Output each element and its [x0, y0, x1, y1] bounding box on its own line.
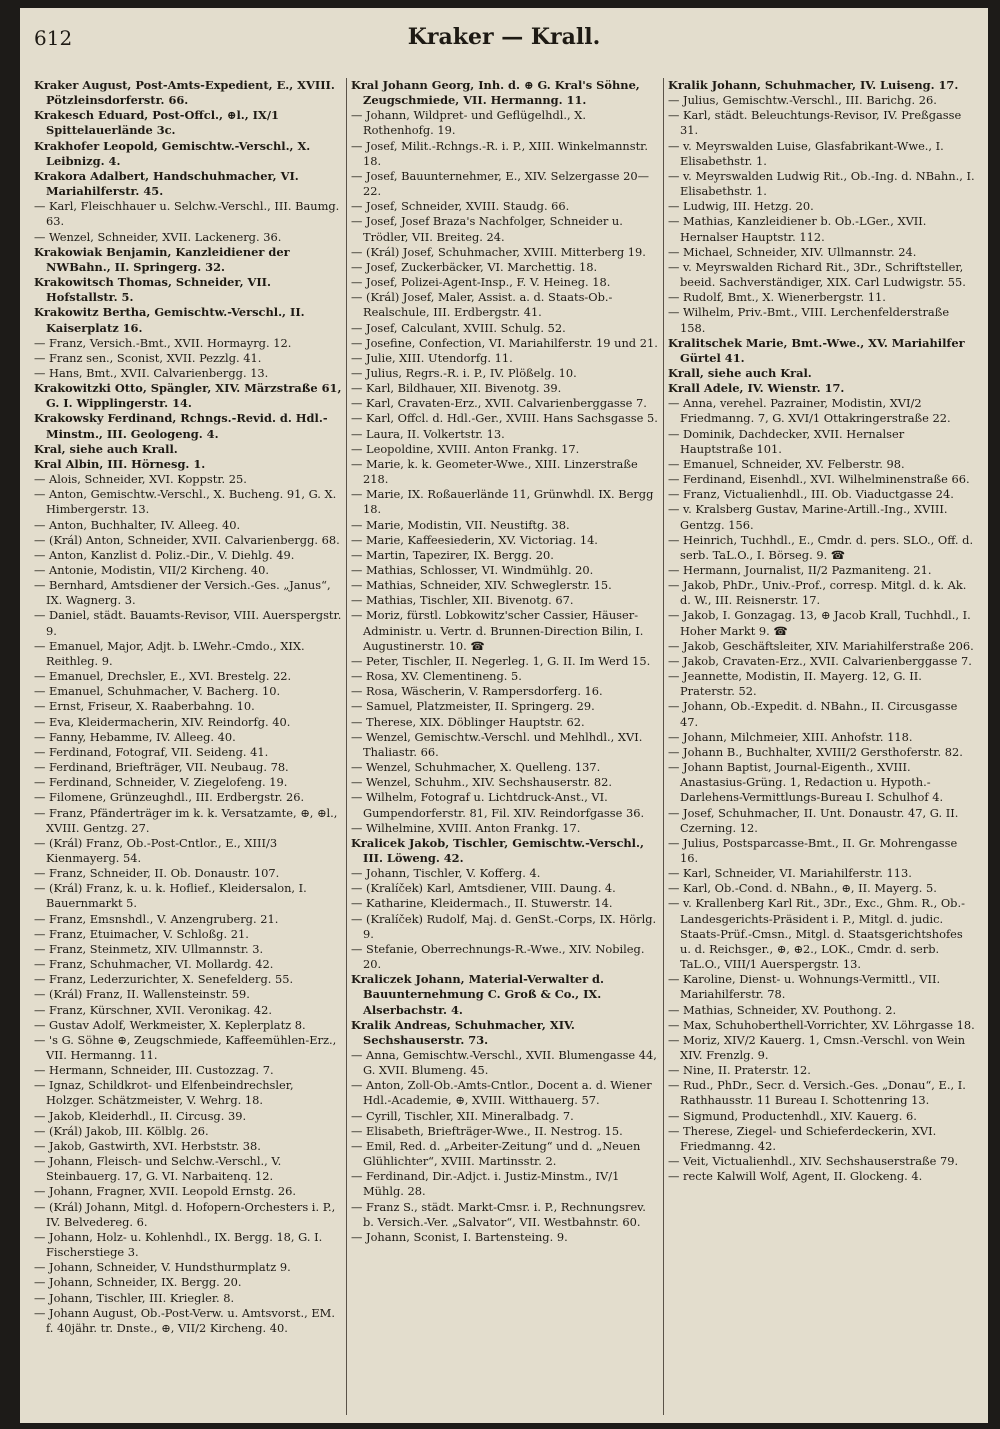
directory-entry: — Emil, Red. d. „Arbeiter-Zeitung“ und d. „Neuen Glühlichter“, XVIII. Martinsstr. 2. [351, 1138, 641, 1169]
directory-entry: — Ludwig, III. Hetzg. 20. [668, 199, 814, 214]
directory-entry: — Julius, Gemischtw.-Verschl., III. Barichg. 26. [668, 93, 937, 108]
directory-entry: — Franz, Kürschner, XVII. Veronikag. 42. [34, 1002, 272, 1017]
directory-entry: — Ignaz, Schildkrot- und Elfenbeindrechsler, Holzger. Schätzmeister, V. Wehrg. 18. [34, 1078, 294, 1108]
directory-entry: — Mathias, Schneider, XIV. Schweglerstr. 15. [351, 578, 612, 593]
directory-entry: — Johann, Ob.-Expedit. d. NBahn., II. Circusgasse 47. [668, 699, 958, 729]
directory-entry: — Johann, Fleisch- und Selchw.-Verschl., V. Steinbauerg. 17, G. VI. Narbaitenq. 12. [34, 1154, 282, 1184]
directory-entry: — Anna, verehel. Pazrainer, Modistin, XVI/2 Friedmanng. 7, G. XVI/1 Ottakringerstraße 22. [668, 396, 951, 426]
directory-entry: — Julie, XIII. Utendorfg. 11. [351, 350, 513, 365]
directory-entry: — Karl, Ob.-Cond. d. NBahn., ⊕, II. Mayerg. 5. [668, 881, 937, 896]
directory-entry: — Rosa, XV. Clementineng. 5. [351, 669, 522, 684]
directory-entry: — Wenzel, Gemischtw.-Verschl. und Mehlhdl., XVI. Thaliastr. 66. [351, 729, 643, 759]
directory-entry: — Mathias, Schlosser, VI. Windmühlg. 20. [351, 563, 594, 577]
page-title: Kraker — Krall. [407, 24, 601, 50]
directory-entry: — Mathias, Kanzleidiener b. Ob.-LGer., XVII. Hernalser Hauptstr. 112. [668, 214, 927, 244]
directory-entry: — Josef, Zuckerbäcker, VI. Marchettig. 18. [351, 259, 598, 274]
directory-entry: Krall Adele, IV. Wienstr. 17. [668, 381, 845, 396]
directory-entry: — Leopoldine, XVIII. Anton Frankg. 17. [351, 441, 580, 456]
directory-entry: — Wilhelm, Fotograf u. Lichtdruck-Anst., VI. Gumpendorferstr. 81, Fil. XIV. Reindorfgasse 36. [351, 790, 645, 820]
directory-entry: — Josefine, Confection, VI. Mariahilferstr. 19 und 21. [351, 335, 658, 350]
directory-entry: — Ferdinand, Briefträger, VII. Neubaug. 78. [34, 760, 289, 775]
entry-columns [30, 78, 980, 1415]
directory-entry: — Cyrill, Tischler, XII. Mineralbadg. 7. [351, 1108, 574, 1123]
directory-entry: — Anton, Gemischtw.-Verschl., X. Bucheng. 91, G. X. Himbergerstr. 13. [34, 487, 337, 517]
directory-entry: — Karl, Fleischhauer u. Selchw.-Verschl., III. Baumg. 63. [34, 199, 340, 229]
directory-entry: — v. Meyrswalden Richard Rit., 3Dr., Schriftsteller, beeid. Sachverständiger, XIX. Carl Ludwigstr. 55. [668, 259, 966, 290]
directory-entry: — Franz S., städt. Markt-Cmsr. i. P., Rechnungsrev. b. Versich.-Ver. „Salvator“, VII. Westbahnstr. 60. [351, 1199, 646, 1229]
directory-entry: — v. Kralsberg Gustav, Marine-Artill.-Ing., XVIII. Gentzg. 156. [668, 502, 948, 532]
directory-entry: — Heinrich, Tuchhdl., E., Cmdr. d. pers. SLO., Off. d. serb. TaL.O., I. Börseg. 9. ☎ [668, 532, 974, 562]
directory-entry: Kralik Johann, Schuhmacher, IV. Luiseng. 17. [668, 78, 959, 92]
directory-entry: — Marie, Kaffeesiederin, XV. Victoriag. 14. [351, 532, 598, 547]
directory-entry: — Josef, Schuhmacher, II. Unt. Donaustr. 47, G. II. Czerning. 12. [668, 805, 959, 835]
directory-entry: — Franz, Etuimacher, V. Schloßg. 21. [34, 926, 249, 941]
directory-entry: — Emanuel, Schuhmacher, V. Bacherg. 10. [34, 684, 281, 699]
directory-entry: — Ernst, Friseur, X. Raaberbahng. 10. [34, 699, 255, 714]
directory-entry: Kralik Andreas, Schuhmacher, XIV. Sechshauserstr. 73. [351, 1017, 575, 1047]
directory-entry: — Johann, Wildpret- und Geflügelhdl., X. Rothenhofg. 19. [351, 108, 586, 138]
directory-entry: — 's G. Söhne ⊕, Zeugschmiede, Kaffeemühlen-Erz., VII. Hermanng. 11. [34, 1032, 337, 1062]
directory-entry: — (Král) Franz, II. Wallensteinstr. 59. [34, 987, 250, 1002]
directory-entry: — Karl, Schneider, VI. Mariahilferstr. 113. [668, 866, 912, 881]
directory-entry: Kraker August, Post-Amts-Expedient, E., XVIII. Pötzleinsdorferstr. 66. [34, 78, 335, 108]
directory-entry: — Jakob, I. Gonzagag. 13, ⊕ Jacob Krall, Tuchhdl., I. Hoher Markt 9. ☎ [668, 608, 971, 638]
directory-entry: — Jakob, Gastwirth, XVI. Herbststr. 38. [34, 1138, 261, 1153]
directory-entry: — Mathias, Schneider, XV. Pouthong. 2. [668, 1002, 897, 1017]
directory-entry: — (Král) Franz, k. u. k. Hoflief., Kleidersalon, I. Bauernmarkt 5. [34, 881, 307, 911]
directory-entry: — Daniel, städt. Bauamts-Revisor, VIII. Auerspergstr. 9. [34, 608, 342, 638]
directory-entry: — Therese, Ziegel- und Schieferdeckerin, XVI. Friedmanng. 42. [668, 1123, 937, 1153]
directory-entry: — Karoline, Dienst- u. Wohnungs-Vermittl., VII. Mariahilferstr. 78. [668, 972, 941, 1002]
directory-entry: Krall, siehe auch Kral. [668, 365, 812, 380]
directory-entry: — Johann, Holz- u. Kohlenhdl., IX. Bergg. 18, G. I. Fischerstiege 3. [34, 1229, 323, 1260]
directory-entry: — Therese, XIX. Döblinger Hauptstr. 62. [351, 714, 585, 729]
directory-entry: — Mathias, Tischler, XII. Bivenotg. 67. [351, 593, 574, 608]
directory-entry: — Ferdinand, Schneider, V. Ziegelofeng. 19. [34, 775, 288, 790]
directory-entry: — Marie, Modistin, VII. Neustiftg. 38. [351, 517, 570, 532]
directory-entry: — Johann, Tischler, V. Kofferg. 4. [351, 866, 541, 881]
directory-entry: — Julius, Postsparcasse-Bmt., II. Gr. Mohrengasse 16. [668, 835, 958, 865]
directory-entry: — Franz, Schuhmacher, VI. Mollardg. 42. [34, 957, 274, 972]
directory-entry: — (Kralíček) Karl, Amtsdiener, VIII. Daung. 4. [351, 881, 616, 896]
directory-entry: Krakesch Eduard, Post-Offcl., ⊕l., IX/1 Spittelauerlände 3c. [34, 108, 279, 138]
directory-entry: — Johann, Tischler, III. Kriegler. 8. [34, 1290, 235, 1305]
directory-entry: Krakowiak Benjamin, Kanzleidiener der NWBahn., II. Springerg. 32. [34, 244, 290, 274]
column-left [30, 78, 346, 1415]
page-number: 612 [34, 26, 73, 50]
directory-entry: — Jakob, PhDr., Univ.-Prof., corresp. Mitgl. d. k. Ak. d. W., III. Reisnerstr. 17. [668, 578, 967, 608]
directory-entry: Krakora Adalbert, Handschuhmacher, VI. Mariahilferstr. 45. [34, 168, 299, 199]
directory-entry: Krakowitz Bertha, Gemischtw.-Verschl., II. Kaiserplatz 16. [34, 305, 305, 335]
directory-entry: — Wenzel, Schuhm., XIV. Sechshauserstr. 82. [351, 775, 613, 790]
directory-entry: — Johann, Milchmeier, XIII. Anhofstr. 118. [668, 729, 913, 744]
directory-entry: — Franz sen., Sconist, XVII. Pezzlg. 41. [34, 350, 262, 365]
directory-entry: — Dominik, Dachdecker, XVII. Hernalser Hauptstraße 101. [668, 426, 905, 456]
directory-entry: — Marie, k. k. Geometer-Wwe., XIII. Linzerstraße 218. [351, 456, 638, 487]
directory-entry: — Karl, Offcl. d. Hdl.-Ger., XVIII. Hans Sachsgasse 5. [351, 411, 658, 426]
directory-entry: — Max, Schuhoberthell-Vorrichter, XV. Löhrgasse 18. [668, 1017, 975, 1032]
directory-entry: — Franz, Victualienhdl., III. Ob. Viaductgasse 24. [668, 487, 954, 502]
directory-entry: Krakowitzki Otto, Spängler, XIV. Märzstraße 61, G. I. Wipplingerstr. 14. [34, 381, 342, 411]
directory-entry: — Wenzel, Schneider, XVII. Lackenerg. 36. [34, 229, 282, 244]
directory-entry: — Karl, Bildhauer, XII. Bivenotg. 39. [351, 381, 562, 396]
directory-entry: — Wenzel, Schuhmacher, X. Quelleng. 137. [351, 760, 601, 775]
directory-entry: — Josef, Calculant, XVIII. Schulg. 52. [351, 320, 566, 335]
directory-entry: — Michael, Schneider, XIV. Ullmannstr. 24. [668, 244, 917, 259]
directory-entry: — (Král) Johann, Mitgl. d. Hofopern-Orchesters i. P., IV. Belvedereg. 6. [34, 1199, 336, 1229]
directory-entry: — Nine, II. Praterstr. 12. [668, 1063, 811, 1078]
directory-entry: — Anton, Zoll-Ob.-Amts-Cntlor., Docent a. d. Wiener Hdl.-Academie, ⊕, XVIII. Witthauerg. 57. [351, 1078, 652, 1108]
directory-entry: — Gustav Adolf, Werkmeister, X. Keplerplatz 8. [34, 1017, 306, 1032]
directory-entry: Kral Johann Georg, Inh. d. ⊕ G. Kral's Söhne, Zeugschmiede, VII. Hermanng. 11. [351, 78, 640, 108]
directory-entry: — Eva, Kleidermacherin, XIV. Reindorfg. 40. [34, 714, 291, 729]
directory-entry: — recte Kalwill Wolf, Agent, II. Glockeng. 4. [668, 1169, 923, 1184]
column-middle [346, 78, 663, 1415]
directory-entry: Kral, siehe auch Krall. [34, 441, 178, 456]
directory-entry: Kral Albin, III. Hörnesg. 1. [34, 456, 206, 471]
directory-entry: — Rud., PhDr., Secr. d. Versich.-Ges. „Donau“, E., I. Rathhausstr. 11 Bureau I. Schottenring 13. [668, 1078, 966, 1108]
directory-entry: — Jakob, Cravaten-Erz., XVII. Calvarienberggasse 7. [668, 653, 972, 668]
directory-entry: — Josef, Schneider, XVIII. Staudg. 66. [351, 199, 570, 214]
directory-entry: Krakowitsch Thomas, Schneider, VII. Hofstallstr. 5. [34, 275, 271, 305]
directory-entry: — Ferdinand, Eisenhdl., XVI. Wilhelminenstraße 66. [668, 472, 970, 487]
directory-entry: — Elisabeth, Briefträger-Wwe., II. Nestrog. 15. [351, 1123, 623, 1138]
directory-entry: — Alois, Schneider, XVI. Koppstr. 25. [34, 472, 247, 487]
directory-entry: — Emanuel, Major, Adjt. b. LWehr.-Cmdo., XIX. Reithleg. 9. [34, 638, 305, 668]
directory-entry: — Jeannette, Modistin, II. Mayerg. 12, G. II. Praterstr. 52. [668, 669, 922, 699]
directory-entry: — Josef, Josef Braza's Nachfolger, Schneider u. Trödler, VII. Breiteg. 24. [351, 214, 623, 244]
directory-entry: — Johann, Fragner, XVII. Leopold Ernstg. 26. [34, 1184, 297, 1199]
directory-entry: — (Král) Jakob, III. Kölblg. 26. [34, 1123, 209, 1138]
directory-entry: — Wilhelmine, XVIII. Anton Frankg. 17. [351, 820, 581, 835]
directory-entry: Krakowsky Ferdinand, Rchngs.-Revid. d. Hdl.-Minstm., III. Geologeng. 4. [34, 411, 328, 441]
directory-entry: — (Král) Josef, Maler, Assist. a. d. Staats-Ob.-Realschule, III. Erdbergstr. 41. [351, 290, 613, 320]
directory-entry: — Anton, Kanzlist d. Poliz.-Dir., V. Diehlg. 49. [34, 547, 295, 562]
directory-entry: — v. Meyrswalden Luise, Glasfabrikant-Wwe., I. Elisabethstr. 1. [668, 138, 944, 168]
directory-entry: — Martin, Tapezirer, IX. Bergg. 20. [351, 547, 554, 562]
directory-entry: Krakhofer Leopold, Gemischtw.-Verschl., X. Leibnizg. 4. [34, 138, 311, 168]
page-header [34, 20, 974, 54]
column-right [663, 78, 980, 1415]
directory-entry: — Karl, Cravaten-Erz., XVII. Calvarienberggasse 7. [351, 396, 647, 411]
directory-entry: — Hermann, Schneider, III. Custozzag. 7. [34, 1063, 274, 1078]
directory-entry: — Johann August, Ob.-Post-Verw. u. Amtsvorst., EM. f. 40jähr. tr. Dnste., ⊕, VII/2 Kircheng. 40. [34, 1305, 335, 1335]
directory-entry: — Jakob, Geschäftsleiter, XIV. Mariahilferstraße 206. [668, 638, 974, 653]
directory-entry: — Katharine, Kleidermach., II. Stuwerstr. 14. [351, 896, 613, 911]
directory-entry: — Hermann, Journalist, II/2 Pazmaniteng. 21. [668, 563, 932, 577]
directory-entry: — Rosa, Wäscherin, V. Rampersdorferg. 16. [351, 684, 603, 699]
directory-entry: — Johann B., Buchhalter, XVIII/2 Gersthoferstr. 82. [668, 744, 963, 759]
directory-entry: Kralitschek Marie, Bmt.-Wwe., XV. Mariahilfer Gürtel 41. [668, 335, 965, 365]
directory-entry: — Emanuel, Drechsler, E., XVI. Brestelg. 22. [34, 669, 292, 684]
directory-entry: — Franz, Emsnshdl., V. Anzengruberg. 21. [34, 911, 279, 926]
directory-entry: — Anna, Gemischtw.-Verschl., XVII. Blumengasse 44, G. XVII. Blumeng. 45. [351, 1048, 657, 1078]
directory-entry: — Franz, Versich.-Bmt., XVII. Hormayrg. 12. [34, 335, 292, 350]
directory-entry: — Antonie, Modistin, VII/2 Kircheng. 40. [34, 563, 270, 577]
directory-entry: — Franz, Lederzurichter, X. Senefelderg. 55. [34, 972, 294, 987]
directory-entry: — (Kralíček) Rudolf, Maj. d. GenSt.-Corps, IX. Hörlg. 9. [351, 911, 657, 941]
directory-entry: — Johann Baptist, Journal-Eigenth., XVIII. Anastasius-Grüng. 1, Redaction u. Hypoth.-Darlehens-Vermittlungs-Bureau I. Schulhof 4. [668, 760, 944, 805]
directory-entry: — Veit, Victualienhdl., XIV. Sechshauserstraße 79. [668, 1154, 959, 1169]
directory-entry: — Moriz, XIV/2 Kauerg. 1, Cmsn.-Verschl. von Wein XIV. Frenzlg. 9. [668, 1032, 966, 1062]
directory-entry: — Johann, Schneider, V. Hundsthurmplatz 9. [34, 1260, 291, 1275]
directory-entry: — Fanny, Hebamme, IV. Alleeg. 40. [34, 729, 236, 744]
directory-entry: — Marie, IX. Roßauerlände 11, Grünwhdl. IX. Bergg 18. [351, 487, 654, 517]
directory-entry: — v. Meyrswalden Ludwig Rit., Ob.-Ing. d. NBahn., I. Elisabethstr. 1. [668, 168, 975, 199]
directory-entry: — (Král) Josef, Schuhmacher, XVIII. Mitterberg 19. [351, 244, 646, 259]
directory-entry: — Anton, Buchhalter, IV. Alleeg. 40. [34, 517, 241, 532]
directory-entry: — Franz, Pfänderträger im k. k. Versatzamte, ⊕, ⊕l., XVIII. Gentzg. 27. [34, 805, 338, 835]
directory-entry: — Jakob, Kleiderhdl., II. Circusg. 39. [34, 1108, 247, 1123]
directory-entry: — Rudolf, Bmt., X. Wienerbergstr. 11. [668, 290, 886, 305]
directory-entry: — Laura, II. Volkertstr. 13. [351, 426, 505, 441]
directory-entry: — Stefanie, Oberrechnungs-R.-Wwe., XIV. Nobileg. 20. [351, 941, 645, 972]
directory-entry: Kraliczek Johann, Material-Verwalter d. Bauunternehmung C. Groß & Co., IX. Alserbachstr. 4. [351, 972, 604, 1017]
directory-entry: — (Král) Anton, Schneider, XVII. Calvarienbergg. 68. [34, 532, 340, 547]
directory-entry: — Franz, Schneider, II. Ob. Donaustr. 107. [34, 866, 280, 881]
directory-entry: — Bernhard, Amtsdiener der Versich.-Ges. „Janus“, IX. Wagnerg. 3. [34, 578, 331, 608]
directory-entry: — Samuel, Platzmeister, II. Springerg. 29. [351, 699, 595, 714]
directory-entry: — Emanuel, Schneider, XV. Felberstr. 98. [668, 456, 905, 471]
directory-entry: — Ferdinand, Dir.-Adjct. i. Justiz-Minstm., IV/1 Mühlg. 28. [351, 1169, 620, 1199]
directory-entry: — Hans, Bmt., XVII. Calvarienbergg. 13. [34, 365, 269, 380]
directory-entry: — Johann, Schneider, IX. Bergg. 20. [34, 1275, 242, 1290]
directory-page [20, 8, 988, 1423]
directory-entry: — Filomene, Grünzeughdl., III. Erdbergstr. 26. [34, 790, 305, 805]
directory-entry: — Julius, Regrs.-R. i. P., IV. Plößelg. 10. [351, 365, 577, 380]
directory-entry: — Karl, städt. Beleuchtungs-Revisor, IV. Preßgasse 31. [668, 108, 962, 138]
directory-entry: — Moriz, fürstl. Lobkowitz'scher Cassier, Häuser-Administr. u. Vertr. d. Brunnen-Direction Bilin, I. Augustinerstr. 10. ☎ [351, 608, 644, 653]
directory-entry: — Franz, Steinmetz, XIV. Ullmannstr. 3. [34, 941, 264, 956]
directory-entry: — Josef, Bauunternehmer, E., XIV. Selzergasse 20—22. [351, 168, 650, 199]
directory-entry: — Ferdinand, Fotograf, VII. Seideng. 41. [34, 744, 269, 759]
directory-entry: — Josef, Milit.-Rchngs.-R. i. P., XIII. Winkelmannstr. 18. [351, 138, 648, 168]
directory-entry: — Wilhelm, Priv.-Bmt., VIII. Lerchenfelderstraße 158. [668, 305, 950, 335]
directory-entry: — Sigmund, Productenhdl., XIV. Kauerg. 6. [668, 1108, 917, 1123]
directory-entry: — (Král) Franz, Ob.-Post-Cntlor., E., XIII/3 Kienmayerg. 54. [34, 835, 278, 865]
directory-entry: Kralicek Jakob, Tischler, Gemischtw.-Verschl., III. Löweng. 42. [351, 835, 644, 865]
directory-entry: — Johann, Sconist, I. Bartensteing. 9. [351, 1229, 568, 1244]
directory-entry: — Peter, Tischler, II. Negerleg. 1, G. II. Im Werd 15. [351, 653, 651, 668]
directory-entry: — v. Krallenberg Karl Rit., 3Dr., Exc., Ghm. R., Ob.-Landesgerichts-Präsident i. P., Mitgl. d. judic. Staats-Prüf.-Cmsn., Mitgl. d. Staatsgerichtshofes u. d. Reichsger., ⊕, ⊕2., LOK., Cmdr. d. serb. TaL.O., VIII/1 Auerspergstr. 13. [668, 896, 965, 972]
directory-entry: — Josef, Polizei-Agent-Insp., F. V. Heineg. 18. [351, 275, 611, 290]
